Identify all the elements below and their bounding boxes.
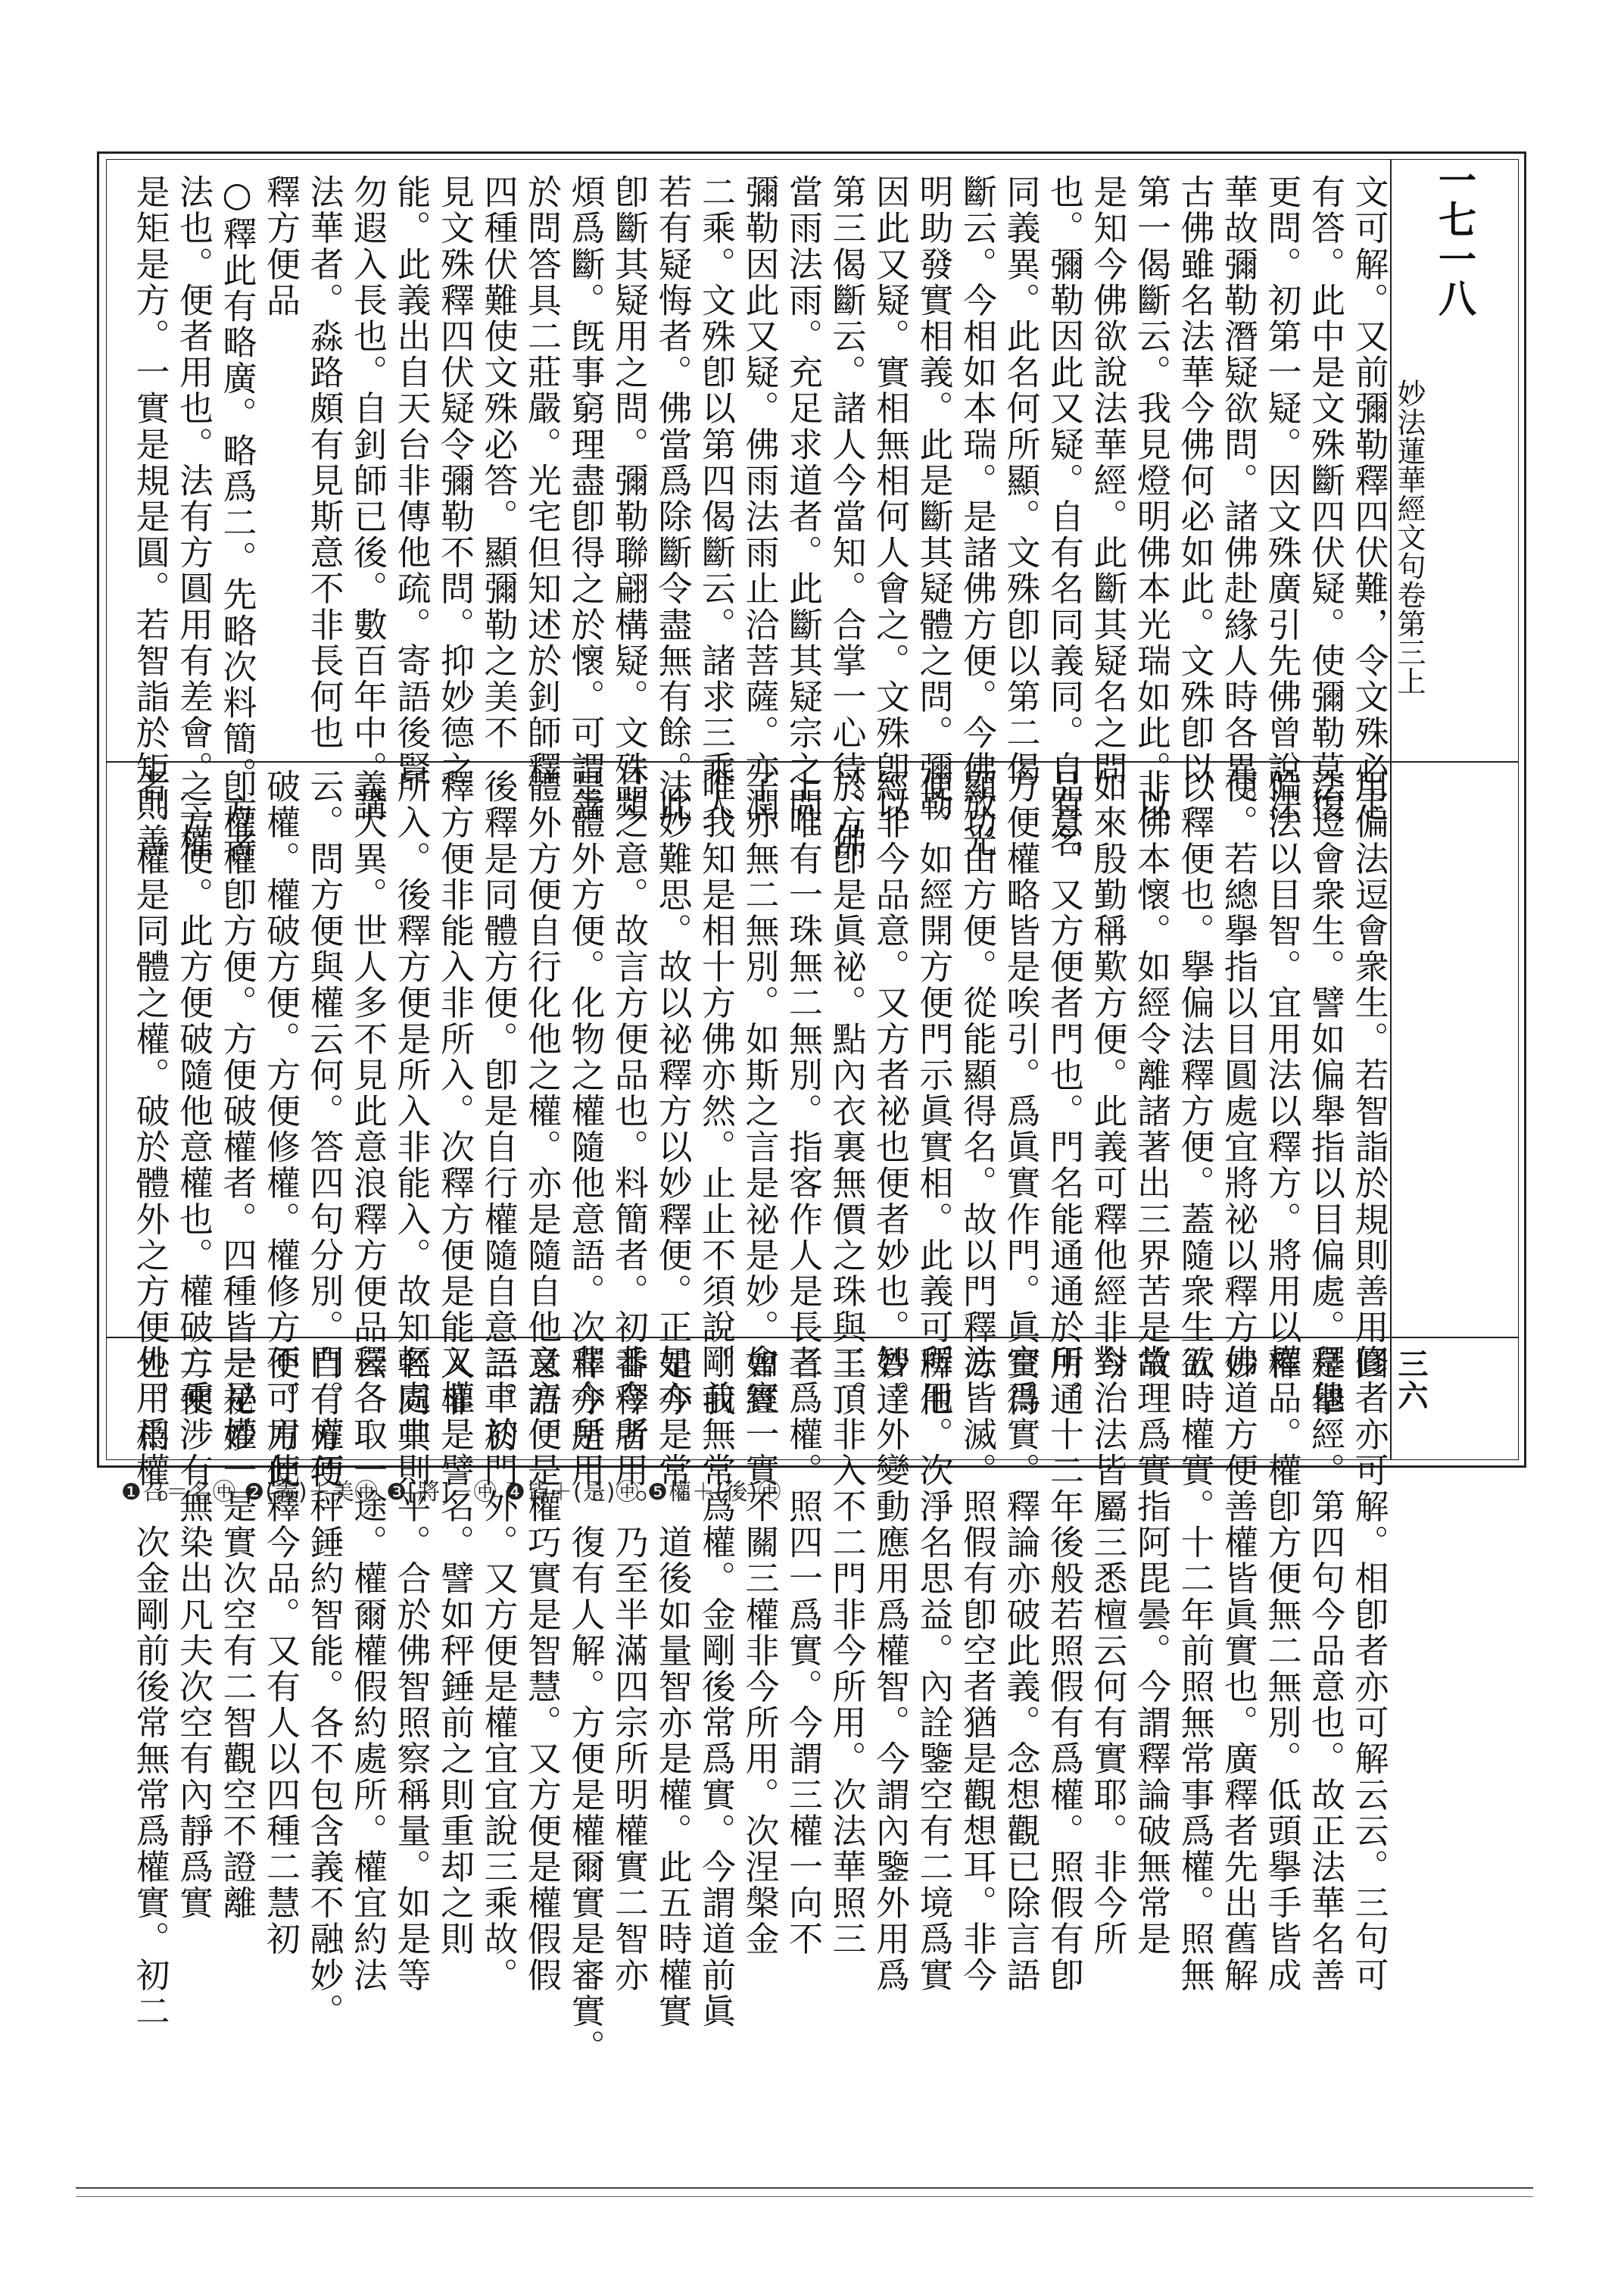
text-column: 二。非入不二門非今所用。次法華照三 bbox=[826, 1344, 867, 1958]
bottom-rule bbox=[76, 2187, 1533, 2189]
text-column: 是體外方便。化物之權隨他意語。次釋亦是 bbox=[565, 769, 606, 1454]
text-column: 一是權一是實次空有二智觀空不證離 bbox=[217, 1344, 257, 1921]
text-column: 如來殷勤稱歎方便。此義可釋他經非今 bbox=[1087, 769, 1128, 1382]
text-column: 二乘涉有無染出凡夫次空有內靜爲實 bbox=[173, 1344, 214, 1921]
text-column: 法華者。淼路頗有見斯意不非長何也 bbox=[304, 174, 344, 751]
text-column: 便。若總擧指以目圓處宜將祕以釋方妙 bbox=[1218, 769, 1258, 1382]
text-column: 於問答具二莊嚴。光宅但知述於釗師釋 bbox=[522, 174, 562, 788]
text-column: 當雨法雨。充足求道者。此斷其疑宗之問。 bbox=[783, 174, 823, 860]
side-page-number: 三六 bbox=[1393, 1348, 1429, 1412]
text-column: 方便權略皆是唉引。爲眞實作門。眞實得 bbox=[1000, 769, 1041, 1418]
text-column: 見文殊釋四伏疑令彌勒不問。抑妙德之 bbox=[435, 174, 475, 788]
text-column: 非今所用。復有人解。方便是權爾實是審實。 bbox=[565, 1344, 606, 2065]
text-column: 品之意。故言方便品也。料簡者。初番釋者 bbox=[609, 769, 649, 1454]
text-column: 釋各取一途。權爾權假約處所。權宜約法 bbox=[348, 1344, 388, 1993]
text-column: 是知今佛欲說法華經。此斷其疑名之問 bbox=[1087, 174, 1128, 788]
text-column: 不可用此釋今品。又有人以四種二慧初 bbox=[260, 1344, 301, 1958]
bottom-rule-thin bbox=[76, 2196, 1533, 2197]
text-column: 會實一實不關三權非今所用。次涅槃金 bbox=[739, 1344, 780, 1958]
text-column: 輕處中則平。合於佛智照察稱量。如是等 bbox=[391, 1344, 432, 1993]
header-divider bbox=[1390, 159, 1392, 1460]
text-column: 法皆滅。照假有卽空者猶是觀想耳。非今 bbox=[957, 1344, 997, 1993]
text-column: 有答。此中是文殊斷四伏疑。使彌勒莫復 bbox=[1305, 174, 1345, 823]
text-column: 用偏法逗會衆生。若智詣於規則善用圓 bbox=[1348, 769, 1389, 1382]
text-column: 法逗會衆生。譬如偏舉指以目偏處。是擧 bbox=[1305, 769, 1345, 1418]
text-column: 外用爲權。次金剛前後常無常爲權實。初二 bbox=[129, 1344, 170, 2030]
text-column: 便。如經開方便門示眞實相。此義可釋他 bbox=[913, 769, 954, 1418]
text-column: 修者亦可解。相卽者亦可解云云。三句可 bbox=[1348, 1344, 1389, 1993]
text-column: 彌勒因此又疑。佛雨法雨止洽菩薩。亦潤 bbox=[739, 174, 780, 823]
text-column: 古佛雖名法華今佛何必如此。文殊卽以 bbox=[1174, 174, 1215, 788]
text-column: 二乘。文殊卽以第四偈斷云。諸求三乘人 bbox=[696, 174, 736, 823]
text-column: 者。權是同體之權。破於體外之方便也。相 bbox=[129, 769, 170, 1454]
text-column: 第一偈斷云。我見燈明佛本光瑞如此。以 bbox=[1131, 174, 1171, 823]
text-column: 偏法以目智。宜用法以釋方。將用以釋 bbox=[1261, 769, 1302, 1382]
text-band-top bbox=[111, 174, 1390, 866]
text-column: 能。此義出自天台非傳他疏。寄語後賢 bbox=[391, 174, 432, 788]
page-number: 一七一八 bbox=[1432, 161, 1477, 318]
text-column: 第三偈斷云。諸人今當知。合掌一心待。佛 bbox=[826, 174, 867, 860]
footnotes: ❶召＝名㊥ ❷(義)＋美㊥ ❸[將]－㊥ ❹皆＋(是)㊥ ❺權＋(後)㊥ bbox=[121, 1479, 782, 1506]
text-column: 經非今品意。又方者祕也便者妙也。妙達 bbox=[870, 769, 910, 1418]
text-column: 同義異。此名何所顯。文殊卽以第二偈 bbox=[1000, 174, 1041, 788]
text-column: 文可解。又前彌勒釋四伏難，令文殊必定 bbox=[1348, 174, 1389, 823]
text-column: 又方便是權巧實是智慧。又方便是權假假 bbox=[522, 1344, 562, 1993]
text-column: 四種伏難使文殊必答。顯彌勒之美不 bbox=[478, 174, 519, 751]
text-column: 法妙難思。故以祕釋方以妙釋便。正是今 bbox=[652, 769, 693, 1418]
text-column: 勿遐入長也。自釗師已後。數百年中。講 bbox=[348, 174, 388, 823]
text-column: 破權。權破方便。方便修權。權修方便。方便 bbox=[260, 769, 301, 1490]
text-column: 華故彌勒潛疑欲問。諸佛赴緣人時各異。 bbox=[1218, 174, 1258, 823]
text-column: 佛道方便善權皆眞實也。廣釋者先出舊解 bbox=[1218, 1344, 1258, 1993]
text-column: 唯我知是相十方佛亦然。止止不須說。我 bbox=[696, 769, 736, 1418]
text-column: 義大異。世人多不見此意浪釋方便品云 bbox=[348, 769, 388, 1382]
text-column: 非佛本懷。如經令離諸著出三界苦是故 bbox=[1131, 769, 1171, 1382]
text-column: 品意。又方便者門也。門名能通通於所通 bbox=[1044, 769, 1084, 1418]
text-column: 常理爲實指阿毘曇。今謂釋論破無常是 bbox=[1131, 1344, 1171, 1958]
text-column: 又權是譬名。譬如秤錘前之則重却之則 bbox=[435, 1344, 475, 1958]
text-column: 三車於門外。又方便是權宜宜說三乘故。 bbox=[478, 1344, 519, 1993]
text-column: 五時權實。十二年前照無常事爲權。照無 bbox=[1174, 1344, 1215, 1993]
text-column: 所用。次淨名思益。內詮鑒空有二境爲實 bbox=[913, 1344, 954, 1993]
text-column: 以釋便也。擧偏法釋方便。蓋隨衆生欲 bbox=[1174, 769, 1215, 1382]
text-column: 體外方便自行化他之權。亦是隨自他意語。 bbox=[522, 769, 562, 1454]
text-column: 所入。後釋方便是所入非能入。故知名同其 bbox=[391, 769, 432, 1454]
text-column: 後釋是同體方便。卽是自行權隨自意語。初 bbox=[478, 769, 519, 1454]
text-column: 用。十二年後般若照假有爲權。照假有卽 bbox=[1044, 1344, 1084, 1993]
text-column: 上唯有一珠無二無別。指客作人是長者 bbox=[783, 769, 823, 1382]
text-column: 釋方便非能入非所入。次釋方便是能入非 bbox=[435, 769, 475, 1418]
text-column: 於方卽是眞祕。點內衣裏無價之珠與王頂 bbox=[826, 769, 867, 1418]
text-column: 若有疑悔者。佛當爲除斷令盡無有餘。此 bbox=[652, 174, 693, 823]
text-column: 法也。便者用也。法有方圓用有差會。三權 bbox=[173, 174, 214, 860]
text-column: 之方便。此方便破隨他意權也。權破方便 bbox=[173, 769, 214, 1418]
text-column: 智。外變動應用爲權智。今謂內鑒外用爲 bbox=[870, 1344, 910, 1993]
text-column: 更問。初第一疑。因文殊廣引先佛曾說法 bbox=[1261, 174, 1302, 823]
text-column: 釋他經。第四句今品意也。故正法華名善 bbox=[1305, 1344, 1345, 1993]
text-column: 對治法皆屬三悉檀云何有實耶。非今所 bbox=[1087, 1344, 1128, 1958]
text-column: 權品。權卽方便無二無別。低頭擧手皆成 bbox=[1261, 1344, 1302, 1993]
text-column: ○釋此有略廣。略爲二。先略次料簡。方者 bbox=[217, 174, 257, 866]
book-title: 妙法蓮華經文句卷第三上 bbox=[1392, 379, 1426, 695]
text-column: 空爲實。釋論亦破此義。念想觀已除言語 bbox=[1000, 1344, 1041, 1993]
text-column: 剛前無常爲權。金剛後常爲實。今謂道前眞 bbox=[696, 1344, 736, 2030]
text-column: 門。權巧秤錘約智能。各不包含義不融妙。 bbox=[304, 1344, 344, 2030]
text-column: 顯功由方便。從能顯得名。故以門釋方 bbox=[957, 769, 997, 1382]
text-band-middle bbox=[111, 769, 1390, 1490]
text-column: 明助發實相義。此是斷其疑體之問。彌勒 bbox=[913, 174, 954, 823]
text-column: 也。彌勒因此又疑。自有名同義同。自有名 bbox=[1044, 174, 1084, 860]
text-column: 斷云。今相如本瑞。是諸佛方便。今佛放光 bbox=[957, 174, 997, 860]
text-column: 卽斷其疑用之問。彌勒聯翩構疑。文殊頻 bbox=[609, 174, 649, 823]
text-column: 是矩是方。一實是規是圓。若智詣於矩則善 bbox=[129, 174, 170, 860]
text-column: 卽權權卽方便。方便破權者。四種皆是祕妙 bbox=[217, 769, 257, 1454]
text-column: 云。問方便與權云何。答四句分別。自有方便 bbox=[304, 769, 344, 1490]
text-column: 釋方便品 bbox=[260, 174, 301, 319]
text-column: 子亦無二無別。如斯之言是祕是妙。如經 bbox=[739, 769, 780, 1418]
text-column: 如亦是常。道後如量智亦是權。此五時權實 bbox=[652, 1344, 693, 2030]
text-column: 非今所用。乃至半滿四宗所明權實二智亦 bbox=[609, 1344, 649, 1993]
text-column: 煩爲斷。旣事窮理盡卽得之於懷。可謂善 bbox=[565, 174, 606, 823]
text-column: 因此又疑。實相無相何人會之。文殊卽以 bbox=[870, 174, 910, 823]
text-column: 三爲權。照四一爲實。今謂三權一向不 bbox=[783, 1344, 823, 1958]
